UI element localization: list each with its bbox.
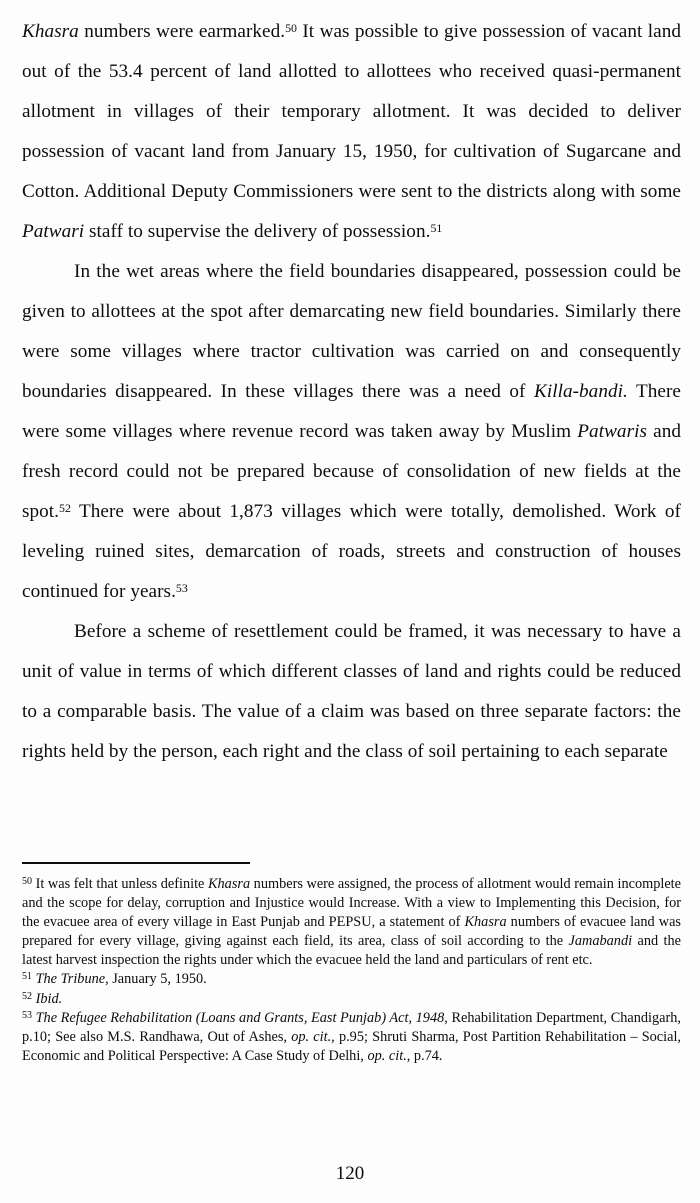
body-paragraph-3: Before a scheme of resettlement could be framed, it was necessary to have a unit of value in terms of which different classes of land and rights could be reduced to a comparable basis. The value of a claim was based on three separate factors: the rights held by the person, each right and the class of soil pertaining to each separate — [22, 621, 681, 762]
italic-run: Patwaris — [577, 421, 647, 442]
italic-run: Patwari — [22, 221, 85, 242]
footnote-separator-rule — [22, 862, 250, 864]
footnote-51: $^{51}$ The Tribune, January 5, 1950. — [22, 971, 207, 988]
footnote-reference-marker: 51 — [430, 221, 443, 236]
italic-run: op. cit. — [291, 1028, 332, 1045]
page-number: 120 — [335, 1163, 365, 1184]
footnote-marker: 50 — [22, 876, 32, 887]
footnote-53: $^{53}$ The Refugee Rehabilitation (Loans and Grants, East Punjab) Act, 1948, Rehabilitation Department, Chandigarh, p.10; See also M.S. Randhawa, Out of Ashes, op. cit., p.95; Shruti Sharma, Post Partition Rehabilitation – Social, Economic and Political Perspective: A Case Study of Delhi, op. cit., p.74. — [22, 1009, 682, 1064]
italic-run: Jamabandi — [568, 933, 633, 950]
footnote-reference-marker: 52 — [59, 501, 71, 516]
body-text-block — [22, 12, 681, 772]
footnote-marker: 51 — [22, 971, 32, 983]
italic-run: Khasra — [207, 876, 251, 892]
footnote-reference-marker: 53 — [175, 581, 188, 596]
italic-run: Ibid. — [35, 990, 63, 1007]
italic-run: Khasra — [22, 21, 79, 42]
italic-run: Killa-bandi. — [533, 381, 628, 402]
italic-run: The Refugee Rehabilitation (Loans and Grants, East Punjab) Act, 1948 — [35, 1009, 445, 1026]
footnote-marker: 52 — [22, 990, 32, 1002]
footnote-52 — [22, 990, 681, 1009]
footnote-50: $^{50}$ It was felt that unless definite Khasra numbers were assigned, the process of allotment would remain incomplete and the scope for delay, corruption and Injustice would Increase. With a view to Implementing this Decision, for the evacuee area of every village in East Punjab and PEPSU, a statement of Khasra numbers of evacuee land was prepared for every village, giving against each field, its area, class of soil according to the Jamabandi and the latest harvest inspection the rights under which the evacuee held the land and particulars of rent etc. — [22, 876, 681, 969]
footnote-reference-marker: 50 — [285, 21, 297, 36]
footnote-marker: 53 — [22, 1009, 32, 1021]
italic-run: The Tribune — [35, 971, 106, 988]
footnote-section — [22, 862, 681, 1066]
body-paragraph-1: Khasra numbers were earmarked.$^{50}$ It was possible to give possession of vacant land out of the 53.4 percent of land allotted to allottees who received quasi-permanent allotment in villages of their temporary allotment. It was decided to deliver possession of vacant land from January 15, 1950, for cultivation of Sugarcane and Cotton. Additional Deputy Commissioners were sent to the districts along with some Patwari staff to supervise the delivery of possession.$^{51}$ — [22, 21, 681, 242]
body-paragraph-2: In the wet areas where the field boundaries disappeared, possession could be given to allottees at the spot after demarcating new field boundaries. Similarly there were some villages where tractor cultivation was carried on and consequently boundaries disappeared. In these villages there was a need of Killa-bandi. There were some villages where revenue record was taken away by Muslim Patwaris and fresh record could not be prepared because of consolidation of new fields at the spot.$^{52}$ There were about 1,873 villages which were totally, demolished. Work of leveling ruined sites, demarcation of roads, streets and construction of houses continued for years.$^{53}$ — [22, 261, 681, 602]
italic-run: Khasra — [464, 914, 507, 931]
italic-run: op. cit. — [367, 1047, 407, 1064]
